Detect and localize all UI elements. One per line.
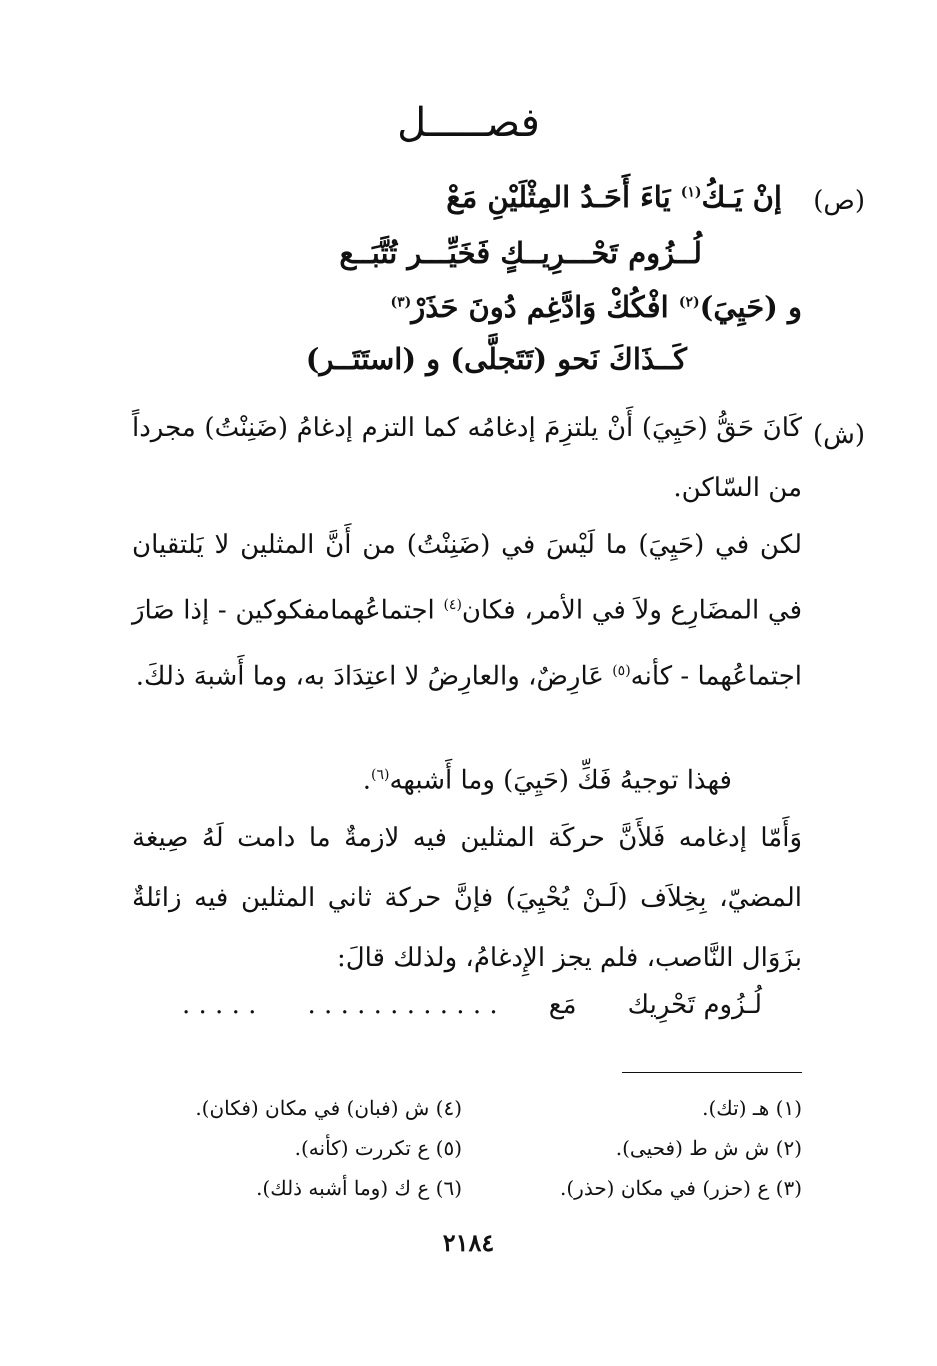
poem-line-1 (446, 180, 782, 214)
footnote-ref-3: (٣) (390, 294, 412, 311)
p3-text-b: . (362, 765, 371, 796)
poem-line-3-b: افْكُكْ وَادَّغِم دُونَ حَذَرْ (411, 290, 669, 324)
quote-words-b: لُـزُوم تَحْرِيك (627, 990, 762, 1020)
page-number: ٢١٨٤ (442, 1228, 495, 1257)
quote-words-a: مَع (548, 990, 577, 1020)
footnote-ref-1: (١) (680, 184, 702, 201)
p2-text-a: لكن في (حَيِيَ) ما لَيْسَ في (ضَنِنْتُ) من أَنَّ المثلين لا يَلتقيان في المضَارِع ولاَ في الأمر، فكان (132, 530, 803, 626)
footnote-1: (١) هـ (تك). (702, 1096, 802, 1120)
footnote-ref-5: (٥) (612, 662, 631, 679)
poem-line-3-a: و (حَيِيَ) (699, 290, 802, 324)
footnote-2: (٢) ش ش ط (فحيى). (615, 1136, 802, 1160)
commentary-marker: (ش) (812, 420, 865, 450)
quote-dots-2: . . . . . (182, 990, 257, 1020)
poem-marker: (ص) (813, 186, 865, 216)
poem-line-3 (390, 290, 802, 324)
poem-line-2: لُــزُوم تَحْـــرِيــكٍ فَخَيِّـــر تُتَّبَــع (339, 236, 702, 270)
poem-line-4: كَــذَاكَ نَحو (تَتَجلَّى) و (استَتَــر) (305, 342, 687, 376)
footnote-ref-2: (٢) (678, 294, 700, 311)
footnote-ref-6: (٦) (370, 767, 390, 783)
p2-text-c: عَارِضٌ، والعارِضُ لا اعتِدَادَ به، وما أَشبهَ ذلكَ. (135, 661, 613, 692)
p2-text-b: اجتماعُهمامفكوكين - إذا صَارَ اجتماعُهما - كأنه (132, 595, 802, 692)
poem-line-1-b: يَاءَ أَحَـدُ المِثْلَيْنِ مَعْ (446, 180, 671, 214)
commentary-paragraph-3 (132, 745, 732, 811)
section-title: فصـــــل (397, 100, 540, 146)
commentary-paragraph-2 (132, 515, 802, 706)
poem-line-1-a: إنْ يَـكُ (701, 180, 782, 214)
commentary-paragraph-1: كَانَ حَقُّ (حَيِيَ) أَنْ يلتزِمَ إدغامُه كما التزم إدغامُ (ضَنِنْتُ) مجرداً من السّاكن. (132, 413, 802, 503)
footnote-3: (٣) ع (حزر) في مكان (حذر). (560, 1176, 802, 1200)
p3-text-a: فهذا توجيهُ فَكِّ (حَيِيَ) وما أَشبهه (389, 765, 732, 796)
footnote-5: (٥) ع تكررت (كأنه). (294, 1136, 462, 1160)
footnote-divider (622, 1072, 802, 1073)
footnote-ref-4: (٤) (443, 597, 462, 613)
commentary-paragraph-4: وَأَمّا إدغامه فَلأَنَّ حركَة المثلين فيه لازمةٌ ما دامت لَهُ صِيغة المضيّ، بِخِلاَف (لَـنْ يُحْيِيَ) فإنَّ حركة ثاني المثلين فيه زائلةٌ بزَوَال النَّاصب، فلم يجز الإِدغامُ، ولذلك قالَ: (132, 823, 802, 973)
quoted-fragment (182, 990, 762, 1020)
quote-dots-1: . . . . . . . . . . . . (307, 990, 498, 1020)
footnote-4: (٤) ش (فبان) في مكان (فكان). (195, 1096, 462, 1120)
footnote-6: (٦) ع ك (وما أشبه ذلك). (256, 1176, 462, 1200)
